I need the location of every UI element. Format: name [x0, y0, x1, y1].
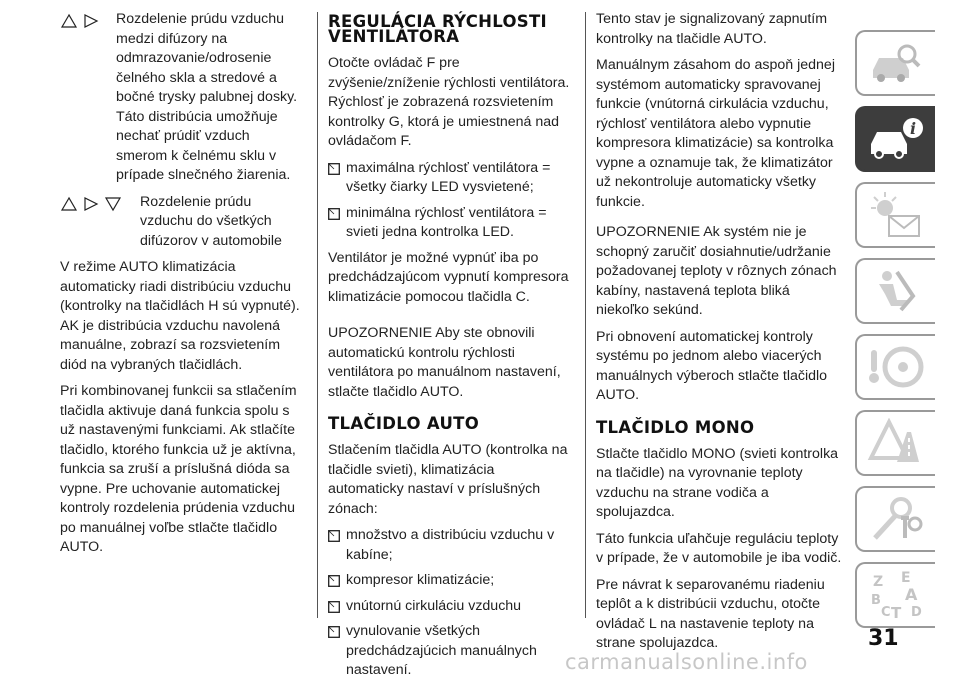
list-item-text: minimálna rýchlosť ventilátora = svieti jedna kontrolka LED.	[346, 204, 547, 240]
list-item	[328, 597, 570, 617]
steering-wheel-icon	[867, 342, 925, 392]
section-heading-auto: TLAČIDLO AUTO	[328, 414, 480, 433]
combined-function-paragraph: Pri kombinovanej funkcii sa stlačením tlačidla aktivuje daná funkcia spolu s už nastavenými funkciami. Ak stlačíte tlačidlo, ktorého funkcia už je aktívna, funkcia sa zruší a príslušná dióda sa vypne. Pre uchovanie automatickej kontroly rozdelenia prúdenia vzduchu po manuálnej voľbe stlačte tlačidlo AUTO.	[60, 383, 297, 555]
index-letter: B	[871, 593, 881, 608]
bullet-box-icon	[328, 575, 340, 587]
distribution-item-text: Rozdelenie prúdu vzduchu do všetkých difúzorov v automobile	[140, 193, 282, 249]
paragraph: Pre návrat k separovanému riadeniu teplôt a k distribúcii vzduchu, otočte ovládač L na nastavenie teploty na strane spolujazdca.	[596, 576, 825, 651]
road-warning-icon	[867, 418, 925, 468]
auto-distribution-paragraph: V režime AUTO klimatizácia automaticky riadi distribúciu vzduchu (kontrolky na tlačidlách H sú vypnuté). AK je distribúcia vzduchu navolená manuálne, zobrazí sa rozsvietením diód na vybraných tlačidlách.	[60, 259, 300, 373]
paragraph: Stlačením tlačidla AUTO (kontrolka na tlačidle svieti), klimatizácia automaticky nastaví v príslušných zónach:	[328, 442, 568, 517]
tools-icon	[867, 494, 925, 544]
list-item-text: vnútornú cirkuláciu vzduchu	[346, 597, 522, 614]
index-letter: Z	[873, 574, 884, 590]
face-airflow-icon	[82, 13, 100, 29]
chapter-tabs	[855, 30, 937, 638]
section-heading-mono: TLAČIDLO MONO	[596, 417, 755, 437]
column-divider	[585, 12, 586, 618]
list-item-text: maximálna rýchlosť ventilátora = všetky čiarky LED vysvietené;	[346, 159, 551, 195]
car-search-icon	[867, 38, 925, 88]
column-left	[60, 10, 300, 565]
paragraph: Stlačte tlačidlo MONO (svieti kontrolka na tlačidle) na vyrovnanie teploty vzduchu na strane vodiča a spolujazdca.	[596, 445, 839, 520]
list-item-text: kompresor klimatizácie;	[346, 572, 495, 588]
distribution-item-windscreen-dash	[60, 10, 300, 186]
list-item	[328, 204, 570, 243]
index-letter: D	[911, 605, 922, 620]
windscreen-airflow-icon	[60, 196, 78, 212]
distribution-item-all	[60, 193, 300, 252]
tab-starting-driving[interactable]	[855, 334, 935, 400]
warning-paragraph: UPOZORNENIE Ak systém nie je schopný zaručiť dosiahnutie/udržanie požadovanej teploty v rôznych zónach kabíny, nastavená teplota bliká niekoľko sekúnd.	[596, 224, 837, 318]
list-item	[328, 159, 570, 198]
tab-warning-lights[interactable]	[855, 182, 935, 248]
column-middle	[328, 10, 570, 687]
bullet-box-icon	[328, 530, 340, 542]
index-icon	[867, 570, 925, 620]
column-right	[596, 10, 844, 661]
section-heading-fan-speed: REGULÁCIA RÝCHLOSTI VENTILÁTORA	[328, 12, 547, 46]
feet-airflow-icon	[104, 196, 122, 212]
list-item	[328, 571, 570, 591]
car-info-icon	[867, 114, 925, 164]
list-item-text: množstvo a distribúciu vzduchu v kabíne;	[346, 527, 555, 563]
list-item-text: vynulovanie všetkých predchádzajúcich manuálnych nastavení.	[346, 623, 537, 678]
face-airflow-icon	[82, 196, 100, 212]
bullet-box-icon	[328, 208, 340, 220]
airbag-seat-icon	[867, 266, 925, 316]
tab-index[interactable]	[855, 562, 935, 628]
tab-vehicle-knowledge[interactable]	[855, 30, 935, 96]
airflow-symbols	[60, 196, 122, 212]
index-letter: T	[891, 604, 902, 620]
tab-vehicle-info[interactable]	[855, 106, 935, 172]
watermark: carmanualsonline.info	[565, 650, 808, 674]
page-number: 31	[868, 626, 899, 651]
tab-safety[interactable]	[855, 258, 935, 324]
distribution-item-text: Rozdelenie prúdu vzduchu medzi difúzory na odmrazovanie/odrosenie čelného skla a stredové a bočné trysky palubnej dosky. Táto distribúcia umožňuje nechať prúdiť vzduch smerom k čelnému sklu v prípade slnečného žiarenia.	[116, 11, 298, 183]
tab-emergency[interactable]	[855, 410, 935, 476]
index-letter: E	[901, 570, 911, 586]
paragraph: Tento stav je signalizovaný zapnutím kontrolky na tlačidle AUTO.	[596, 11, 828, 47]
paragraph: Táto funkcia uľahčuje reguláciu teploty v prípade, že v automobile je iba vodič.	[596, 530, 842, 566]
svg-text:i: i	[909, 119, 917, 138]
bullet-box-icon	[328, 626, 340, 638]
airflow-symbols	[60, 13, 100, 29]
paragraph: Otočte ovládač F pre zvýšenie/zníženie rýchlosti ventilátora. Rýchlosť je zobrazená rozsvietením kontrolky G, ktorá je umiestnená nad ovládačom F.	[328, 55, 570, 149]
warning-paragraph: UPOZORNENIE Aby ste obnovili automatickú kontrolu rýchlosti ventilátora po manuálnom nastavení, stlačte tlačidlo AUTO.	[328, 325, 561, 400]
paragraph: Ventilátor je možné vypnúť iba po predchádzajúcom vypnutí kompresora klimatizácie pomocou tlačidla C.	[328, 249, 569, 305]
list-item	[328, 622, 570, 681]
index-letter: C	[881, 605, 891, 620]
windscreen-airflow-icon	[60, 13, 78, 29]
bullet-box-icon	[328, 601, 340, 613]
index-letter: A	[905, 585, 918, 604]
column-divider	[317, 12, 318, 618]
warning-lights-icon	[867, 190, 925, 240]
tab-maintenance[interactable]	[855, 486, 935, 552]
bullet-box-icon	[328, 163, 340, 175]
paragraph: Manuálnym zásahom do aspoň jednej systémom automaticky spravovanej funkcie (vnútorná cirkulácia vzduchu, rýchlosť ventilátora alebo vypnutie kompresora klimatizácie) sa kontrolka vypne a oznamuje tak, že klimatizátor už nekontroluje automaticky všetky funkcie.	[596, 57, 835, 210]
paragraph: Pri obnovení automatickej kontroly systému po jednom alebo viacerých manuálnych výberoch stlačte tlačidlo AUTO.	[596, 328, 828, 403]
list-item	[328, 526, 570, 565]
